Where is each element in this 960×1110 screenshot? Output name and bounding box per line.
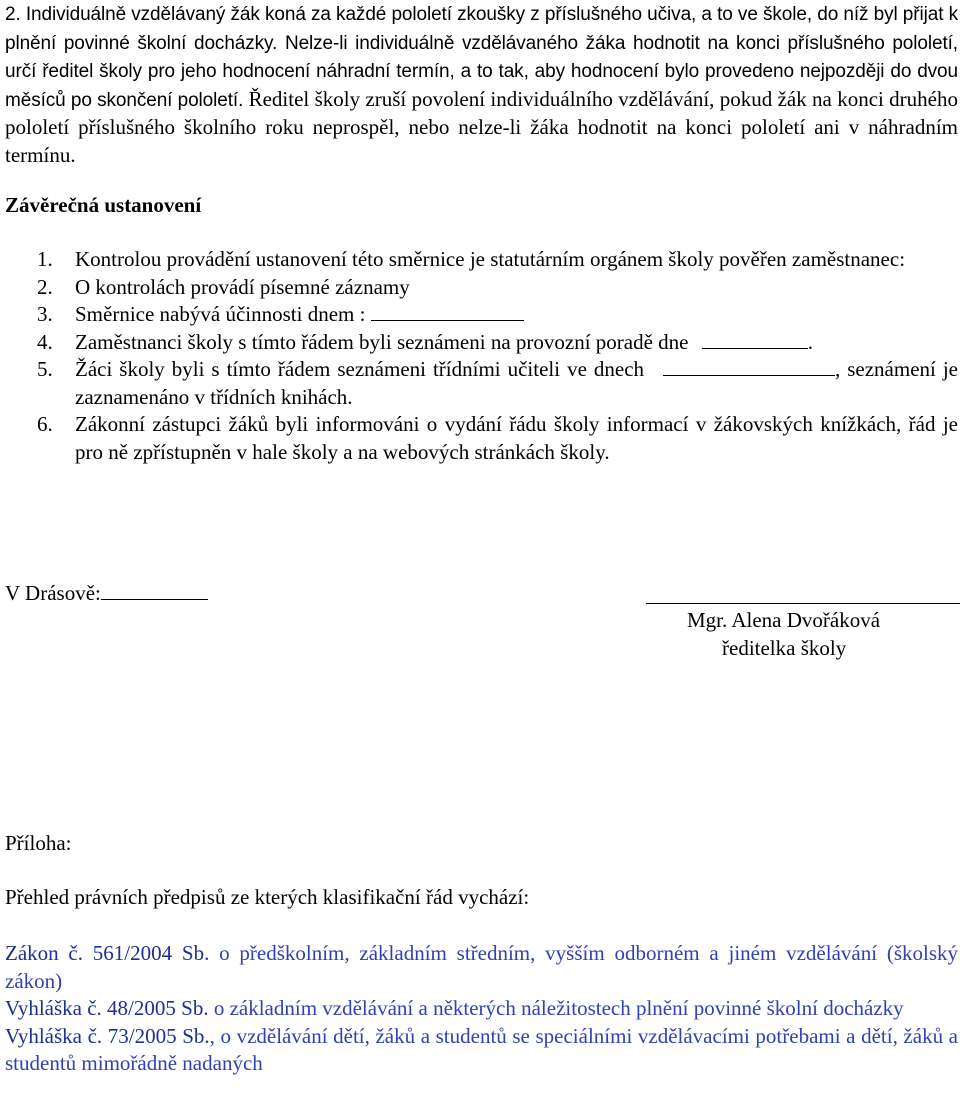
signatory-role: ředitelka školy bbox=[722, 636, 847, 660]
provision-item-4 bbox=[0, 329, 958, 357]
attachment-label: Příloha: bbox=[5, 831, 72, 855]
signature-line bbox=[646, 603, 960, 604]
final-provisions-list bbox=[0, 246, 958, 466]
intro-paragraph bbox=[5, 0, 958, 169]
intro-part-2: Nelze-li individuálně vzdělávaného žáka hodnotit na konci příslušného pololetí, určí ředitel školy pro jeho hodnocení náhradní termín, a to tak, aby hodnocení bylo provedeno nejpozději do dvou měsíců po skončení pololetí. bbox=[5, 32, 958, 111]
law-code: Vyhláška č. 48/2005 Sb. bbox=[5, 996, 209, 1020]
provision-text: O kontrolách provádí písemné záznamy bbox=[75, 274, 410, 299]
intro-part-1: 2. Individuálně vzdělávaný žák koná za každé pololetí zkoušky z příslušného učiva, a to ve škole, do níž byl přijat k plnění povinné školní docházky. bbox=[5, 4, 958, 54]
legal-overview-title: Přehled právních předpisů ze kterých klasifikační řád vychází: bbox=[5, 885, 530, 909]
legal-reference-item bbox=[5, 1023, 958, 1078]
intro-part-3: Ředitel školy zruší povolení individuálního vzdělávání, pokud žák na konci druhého pololetí příslušného školního roku neprospěl, nebo nelze-li žáka hodnotit na konci pololetí ani v náhradním termínu. bbox=[5, 86, 958, 167]
provision-tail: , seznámení je zaznamenáno v třídních knihách. bbox=[75, 357, 958, 409]
place-label: V Drásově: bbox=[5, 581, 101, 605]
provision-item-3 bbox=[0, 301, 958, 329]
place-date-blank bbox=[101, 581, 208, 600]
provision-number: 1. bbox=[37, 247, 53, 271]
signature-place bbox=[5, 580, 208, 608]
provision-number: 2. bbox=[37, 274, 53, 299]
law-description: o předškolním, základním středním, vyšším odborném a jiném vzdělávání (školský zákon) bbox=[5, 941, 958, 993]
provision-item-5 bbox=[0, 356, 958, 411]
staff-meeting-date-blank bbox=[702, 330, 808, 349]
pupil-briefing-dates-blank bbox=[663, 357, 835, 376]
provision-text: Zaměstnanci školy s tímto řádem byli seznámeni na provozní poradě dne bbox=[75, 329, 689, 354]
legal-reference-item bbox=[5, 940, 958, 995]
law-code: Zákon č. 561/2004 Sb. bbox=[5, 941, 210, 965]
effective-date-blank bbox=[371, 302, 524, 321]
law-description: , o vzdělávání dětí, žáků a studentů se speciálními vzdělávacími potřebami a dětí, žáků a studentů mimořádně nadaných bbox=[5, 1023, 958, 1075]
provision-tail: . bbox=[807, 329, 813, 354]
provision-text: Směrnice nabývá účinnosti dnem : bbox=[75, 302, 366, 326]
provision-number: 6. bbox=[37, 412, 53, 436]
law-code: Vyhláška č. 73/2005 Sb. bbox=[5, 1023, 210, 1048]
legal-references-list bbox=[5, 940, 958, 1078]
provision-item-2 bbox=[0, 274, 958, 302]
final-provisions-heading: Závěrečná ustanovení bbox=[5, 193, 202, 217]
legal-reference-item bbox=[5, 995, 958, 1023]
provision-number: 3. bbox=[37, 302, 53, 326]
provision-number: 4. bbox=[37, 329, 53, 354]
provision-text: Žáci školy byli s tímto řádem seznámeni třídními učiteli ve dnech bbox=[75, 357, 645, 381]
provision-text: Kontrolou provádění ustanovení této směrnice je statutárním orgánem školy pověřen zaměstnanec: bbox=[75, 247, 906, 271]
provision-item-6 bbox=[0, 411, 958, 466]
law-description: o základním vzdělávání a některých náležitostech plnění povinné školní docházky bbox=[213, 996, 904, 1020]
provision-text: Zákonní zástupci žáků byli informováni o vydání řádu školy informací v žákovských knížkách, řád je pro ně zpřístupněn v hale školy a na webových stránkách školy. bbox=[75, 412, 958, 464]
signatory-name: Mgr. Alena Dvořáková bbox=[687, 608, 881, 632]
provision-item-1 bbox=[0, 246, 958, 274]
provision-number: 5. bbox=[37, 357, 53, 381]
